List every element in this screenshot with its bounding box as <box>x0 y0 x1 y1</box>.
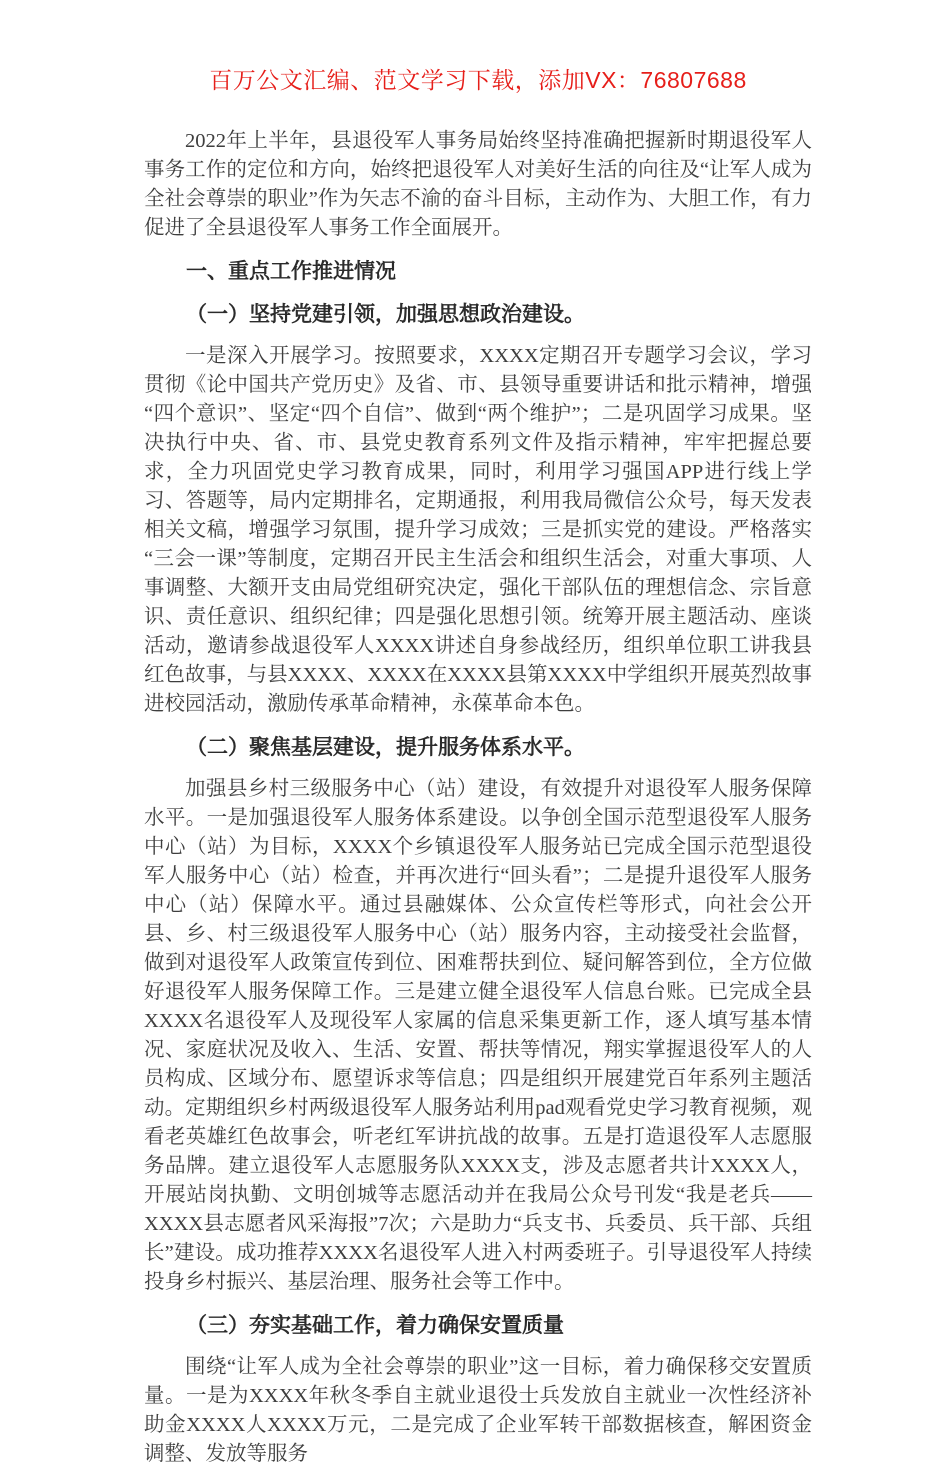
heading-sub-party-building: （一）坚持党建引领，加强思想政治建设。 <box>186 303 585 326</box>
heading-sub-resettlement-quality: （三）夯实基础工作，着力确保安置质量 <box>186 1314 564 1337</box>
promo-banner-text: 百万公文汇编、范文学习下载，添加VX：76807688 <box>209 67 747 93</box>
heading-sub-grassroots-service: （二）聚焦基层建设，提升服务体系水平。 <box>186 736 585 759</box>
paragraph-party-building: 一是深入开展学习。按照要求，XXXX定期召开专题学习会议，学习贯彻《论中国共产党历史》及省、市、县领导重要讲话和批示精神，增强“四个意识”、坚定“四个自信”、做到“两个维护”；二是巩固学习成果。坚决执行中央、省、市、县党史教育系列文件及指示精神，牢牢把握总要求，全力巩固党史学习教育成果，同时，利用学习强国APP进行线上学习、答题等，局内定期排名，定期通报，利用我局微信公众号，每天发表相关文稿，增强学习氛围，提升学习成效；三是抓实党的建设。严格落实“三会一课”等制度，定期召开民主生活会和组织生活会，对重大事项、人事调整、大额开支由局党组研究决定，强化干部队伍的理想信念、宗旨意识、责任意识、组织纪律；四是强化思想引领。统筹开展主题活动、座谈活动，邀请参战退役军人XXXX讲述自身参战经历，组织单位职工讲我县红色故事，与县XXXX、XXXX在XXXX县第XXXX中学组织开展英烈故事进校园活动，激励传承革命精神，永葆革命本色。 <box>144 345 812 715</box>
document-body <box>144 127 812 1469</box>
paragraph-intro: 2022年上半年，县退役军人事务局始终坚持准确把握新时期退役军人事务工作的定位和方向，始终把退役军人对美好生活的向往及“让军人成为全社会尊崇的职业”作为矢志不渝的奋斗目标，主动作为、大胆工作，有力促进了全县退役军人事务工作全面展开。 <box>144 130 812 239</box>
paragraph-resettlement-quality: 围绕“让军人成为全社会尊崇的职业”这一目标，着力确保移交安置质量。一是为XXXX年秋冬季自主就业退役士兵发放自主就业一次性经济补助金XXXX人XXXX万元，二是完成了企业军转干部数据核查，解困资金调整、发放等服务 <box>144 1356 812 1465</box>
paragraph-grassroots-service: 加强县乡村三级服务中心（站）建设，有效提升对退役军人服务保障水平。一是加强退役军人服务体系建设。以争创全国示范型退役军人服务中心（站）为目标，XXXX个乡镇退役军人服务站已完成全国示范型退役军人服务中心（站）检查，并再次进行“回头看”；二是提升退役军人服务中心（站）保障水平。通过县融媒体、公众宣传栏等形式，向社会公开县、乡、村三级退役军人服务中心（站）服务内容，主动接受社会监督，做到对退役军人政策宣传到位、困难帮扶到位、疑问解答到位，全方位做好退役军人服务保障工作。三是建立健全退役军人信息台账。已完成全县XXXX名退役军人及现役军人家属的信息采集更新工作，逐人填写基本情况、家庭状况及收入、生活、安置、帮扶等情况，翔实掌握退役军人的人员构成、区域分布、愿望诉求等信息；四是组织开展建党百年系列主题活动。定期组织乡村两级退役军人服务站利用pad观看党史学习教育视频，观看老英雄红色故事会，听老红军讲抗战的故事。五是打造退役军人志愿服务品牌。建立退役军人志愿服务队XXXX支，涉及志愿者共计XXXX人，开展站岗执勤、文明创城等志愿活动并在我局公众号刊发“我是老兵——XXXX县志愿者风采海报”7次；六是助力“兵支书、兵委员、兵干部、兵组长”建设。成功推荐XXXX名退役军人进入村两委班子。引导退役军人持续投身乡村振兴、基层治理、服务社会等工作中。 <box>144 778 812 1293</box>
heading-section-key-work: 一、重点工作推进情况 <box>186 260 396 283</box>
